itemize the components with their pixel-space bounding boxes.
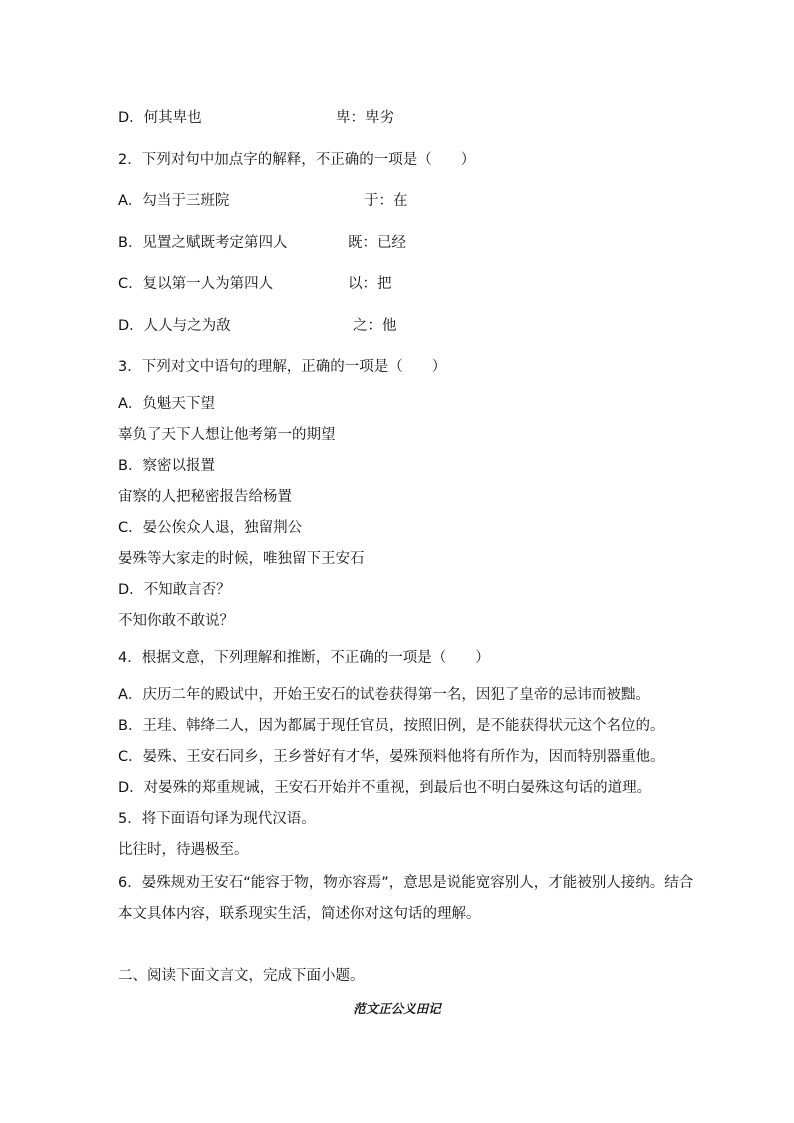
q2-option-a: A．勾当于三班院 [118, 193, 230, 209]
q3-option-c: C．晏公俟众人退，独留荆公 [118, 520, 303, 536]
q3-option-b: B．察密以报置 [118, 458, 215, 474]
q3-stem: 3．下列对文中语句的理解，正确的一项是（ ） [118, 359, 447, 375]
q3-option-d: D．不知敢言否？ [118, 582, 231, 598]
q2-option-c: C．复以第一人为第四人 [118, 276, 274, 292]
q2-option-b: B．见置之赋既考定第四人 [118, 235, 288, 251]
q4-option-c: C．晏殊、王安石同乡，王乡誉好有才华，晏殊预料他将有所作为，因而特别器重他。 [118, 749, 665, 765]
q4-option-d: D．对晏殊的郑重规诫，王安石开始并不重视，到最后也不明白晏殊这句话的道理。 [118, 780, 652, 796]
q3-option-d-explain: 不知你敢不敢说？ [118, 613, 234, 629]
q3-option-c-explain: 晏殊等大家走的时候，唯独留下王安石 [118, 551, 365, 567]
q4-stem: 4．根据文意，下列理解和推断，不正确的一项是（ ） [118, 650, 490, 666]
q2-option-a-gloss: 于：在 [364, 193, 408, 209]
q1-option-d-gloss: 卑：卑劣 [336, 110, 394, 126]
q2-option-b-gloss: 既：已经 [348, 235, 406, 251]
q4-option-a: A．庆历二年的殿试中，开始王安石的试卷获得第一名，因犯了皇帝的忌讳而被黜。 [118, 687, 650, 703]
q5-stem: 5．将下面语句译为现代汉语。 [118, 811, 316, 827]
q6-line-1: 6．晏殊规劝王安石“能容于物，物亦容焉”，意思是说能宽容别人，才能被别人接纳。结合 [118, 875, 694, 891]
q1-option-d: D．何其卑也 [118, 110, 202, 126]
section-2-heading: 二、阅读下面文言文，完成下面小题。 [118, 968, 365, 984]
q3-option-b-explain: 宙察的人把秘密报告给杨置 [118, 489, 292, 505]
q2-option-d-gloss: 之：他 [353, 318, 397, 334]
q6-line-2: 本文具体内容，联系现实生活，简述你对这句话的理解。 [118, 906, 481, 922]
q4-option-b: B．王珪、韩绛二人，因为都属于现任官员，按照旧例，是不能获得状元这个名位的。 [118, 718, 665, 734]
passage-title: 范文正公义田记 [353, 1001, 441, 1016]
q3-option-a: A．负魁天下望 [118, 396, 215, 412]
q2-stem: 2．下列对句中加点字的解释，不正确的一项是（ ） [118, 152, 476, 168]
q2-option-d: D．人人与之为敌 [118, 318, 231, 334]
q5-sentence: 比往时，待遇极至。 [118, 842, 249, 858]
q2-option-c-gloss: 以：把 [348, 276, 392, 292]
q3-option-a-explain: 辜负了天下人想让他考第一的期望 [118, 427, 336, 443]
